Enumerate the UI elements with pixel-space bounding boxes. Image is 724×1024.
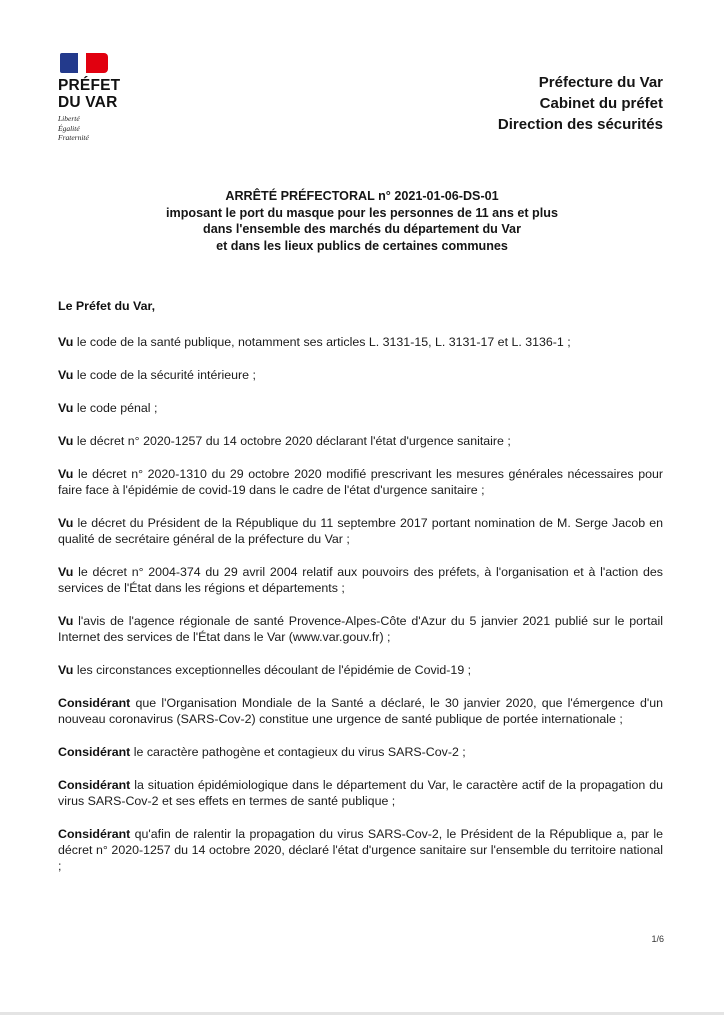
paragraph-text: que l'Organisation Mondiale de la Santé a déclaré, le 30 janvier 2020, que l'émergence d'un nouveau coronavirus (SARS-Cov-2) constitue une urgence de santé publique de portée internationale ; — [58, 696, 663, 726]
paragraph-lead: Considérant — [58, 745, 131, 759]
paragraph-considerant-pathogene — [58, 744, 663, 760]
logo-title-line2: DU VAR — [58, 94, 118, 111]
paragraph-vu-decret-2020-1310 — [58, 466, 663, 498]
paragraph-text: l'avis de l'agence régionale de santé Provence-Alpes-Côte d'Azur du 5 janvier 2021 publié sur le portail Internet des services de l'État dans le Var (www.var.gouv.fr) ; — [58, 614, 663, 644]
paragraph-text: le décret du Président de la République du 11 septembre 2017 portant nomination de M. Serge Jacob en qualité de secrétaire général de la préfecture du Var ; — [58, 516, 663, 546]
title-line-2: imposant le port du masque pour les personnes de 11 ans et plus — [166, 205, 558, 220]
paragraph-vu-circonstances — [58, 662, 663, 678]
authority-cabinet: Cabinet du préfet — [539, 95, 663, 112]
paragraph-text: les circonstances exceptionnelles découlant de l'épidémie de Covid-19 ; — [73, 663, 472, 677]
paragraph-lead: Vu — [58, 565, 74, 579]
paragraph-text: le code de la santé publique, notamment ses articles L. 3131-15, L. 3131-17 et L. 3136-1 ; — [73, 335, 571, 349]
paragraph-vu-code-penal — [58, 400, 663, 416]
paragraph-lead: Vu — [58, 401, 74, 415]
paragraph-lead: Vu — [58, 614, 74, 628]
paragraph-text: le décret n° 2020-1310 du 29 octobre 2020 modifié prescrivant les mesures générales nécessaires pour faire face à l'épidémie de covid-19 dans le cadre de l'état d'urgence sanitaire ; — [58, 467, 663, 497]
authority-prefecture: Préfecture du Var — [538, 74, 663, 91]
logo-title — [58, 77, 148, 111]
paragraph-text: le décret n° 2020-1257 du 14 octobre 2020 déclarant l'état d'urgence sanitaire ; — [73, 434, 511, 448]
motto-fraternite: Fraternité — [58, 133, 89, 142]
tricolor-flag-icon — [60, 53, 108, 73]
paragraph-lead: Considérant — [58, 778, 131, 792]
paragraph-vu-decret-2004-374 — [58, 564, 663, 596]
logo-title-line1: PRÉFET — [58, 77, 121, 94]
page-number: 1/6 — [651, 934, 664, 944]
paragraph-vu-avis-ars — [58, 613, 663, 645]
paragraph-text: le code pénal ; — [73, 401, 158, 415]
paragraph-text: la situation épidémiologique dans le département du Var, le caractère actif de la propagation du virus SARS-Cov-2 et ses effets en termes de santé publique ; — [58, 778, 663, 808]
paragraph-considerant-urgence — [58, 826, 663, 874]
paragraph-lead: Vu — [58, 335, 74, 349]
paragraph-considerant-oms — [58, 695, 663, 727]
motto-egalite: Égalité — [58, 123, 80, 133]
paragraph-vu-code-sante — [58, 334, 663, 350]
paragraph-considerant-situation — [58, 777, 663, 809]
greeting: Le Préfet du Var, — [58, 299, 156, 313]
paragraph-vu-decret-nomination — [58, 515, 663, 547]
paragraph-text: le code de la sécurité intérieure ; — [73, 368, 256, 382]
paragraph-lead: Vu — [58, 467, 74, 481]
motto-liberte: Liberté — [58, 114, 80, 123]
paragraph-lead: Considérant — [58, 827, 131, 841]
authority-direction: Direction des sécurités — [497, 116, 663, 133]
paragraph-text: le caractère pathogène et contagieux du virus SARS-Cov-2 ; — [130, 745, 466, 759]
paragraph-text: le décret n° 2004-374 du 29 avril 2004 relatif aux pouvoirs des préfets, à l'organisation et à l'action des services de l'État dans les régions et départements ; — [58, 565, 663, 595]
title-line-1: ARRÊTÉ PRÉFECTORAL n° 2021-01-06-DS-01 — [225, 189, 499, 203]
marianne-logo — [58, 53, 148, 143]
republic-motto — [58, 114, 148, 143]
issuing-authority — [498, 72, 663, 135]
paragraph-vu-decret-2020-1257 — [58, 433, 663, 449]
document-title — [0, 188, 724, 254]
title-line-4: et dans les lieux publics de certaines communes — [216, 238, 508, 253]
paragraph-lead: Vu — [58, 368, 74, 382]
paragraph-vu-code-securite — [58, 367, 663, 383]
paragraph-text: qu'afin de ralentir la propagation du virus SARS-Cov-2, le Président de la République a, par le décret n° 2020-1257 du 14 octobre 2020, déclaré l'état d'urgence sanitaire sur l'ensemble du territoire national ; — [58, 827, 663, 873]
paragraph-lead: Considérant — [58, 696, 131, 710]
title-line-3: dans l'ensemble des marchés du département du Var — [203, 222, 521, 236]
paragraph-lead: Vu — [58, 434, 74, 448]
scan-edge-divider — [0, 1012, 724, 1015]
paragraph-lead: Vu — [58, 516, 74, 530]
document-body — [58, 298, 663, 891]
paragraph-lead: Vu — [58, 663, 74, 677]
